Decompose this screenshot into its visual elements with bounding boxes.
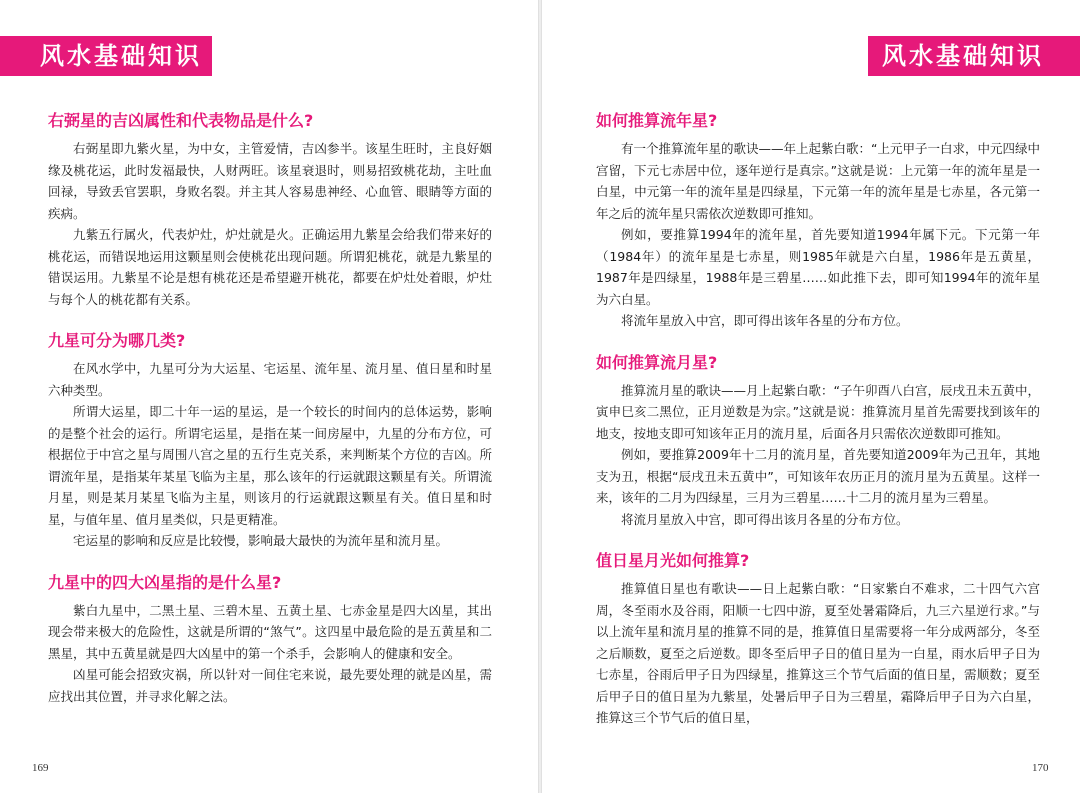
section-nine-star-types [48,328,492,552]
left-page [0,0,538,793]
paragraph: 宅运星的影响和反应是比较慢，影响最大最快的为流年星和流月星。 [73,533,449,548]
right-header-banner: 风水基础知识 [868,36,1080,76]
section-monthly-star [596,350,1040,531]
paragraph: 右弼星即九紫火星，为中女，主管爱情，吉凶参半。该星生旺时，主良好姻缘及桃花运，此时发福最快，人财两旺。该星衰退时，则易招致桃花劫，主吐血回禄，导致丢官罢职，身败名裂。并主其人容易患神经、心血管、眼睛等方面的疾病。 [48,141,492,221]
section-title: 右弼星的吉凶属性和代表物品是什么? [48,111,314,130]
section-daily-star [596,548,1040,729]
section-title: 如何推算流年星? [596,111,718,130]
section-youbi-star [48,108,492,310]
page-number: 169 [32,762,49,774]
section-title: 值日星月光如何推算? [596,551,750,570]
paragraph: 所谓大运星，即二十年一运的星运，是一个较长的时间内的总体运势，影响的是整个社会的运行。所谓宅运星，是指在某一间房屋中，九星的分布方位，可根据位于中宫之星与周围八宫之星的五行生克关系，来判断某个方位的吉凶。所谓流年星，是指某年某星飞临为主星，那么该年的行运就跟这颗星有关。所谓流月星，则是某月某星飞临为主星，则该月的行运就跟这颗星有关。值日星和时星，与值年星、值月星类似，只是更精准。 [48,404,492,527]
paragraph: 有一个推算流年星的歌诀——年上起紫白歌：“上元甲子一白求，中元四绿中宫留，下元七赤居中位，逐年逆行是真宗。”这就是说：上元第一年的流年星是一白星，中元第一年的流年星是四绿星，下元第一年的流年星是七赤星，各元第一年之后的流年星只需依次逆数即可推知。 [596,141,1040,221]
section-yearly-star [596,108,1040,332]
section-title: 如何推算流月星? [596,352,718,372]
paragraph: 紫白九星中，二黑土星、三碧木星、五黄土星、七赤金星是四大凶星，其出现会带来极大的危险性，这就是所谓的“煞气”。这四星中最危险的是五黄星和二黑星，其中五黄星就是四大凶星中的第一个杀手，会影响人的健康和安全。 [48,602,492,661]
paragraph: 九紫五行属火，代表炉灶，炉灶就是火。正确运用九紫星会给我们带来好的桃花运，而错误地运用这颗星则会使桃花出现问题。所谓犯桃花，就是九紫星的错误运用。九紫星不论是想有桃花还是希望避开桃花，都要在炉灶处着眼，炉灶与每个人的桃花都有关系。 [48,227,492,307]
section-four-evil-stars [48,570,492,708]
section-title: 九星中的四大凶星指的是什么星? [48,572,282,592]
paragraph: 凶星可能会招致灾祸，所以针对一间住宅来说，最先要处理的就是凶星，需应找出其位置，并寻求化解之法。 [48,667,492,704]
paragraph: 将流月星放入中宫，即可得出该月各星的分布方位。 [621,511,909,527]
right-page-content [596,108,1040,747]
section-title: 九星可分为哪几类? [48,331,186,350]
paragraph: 推算值日星也有歌诀——日上起紫白歌：“日家紫白不难求，二十四气六宫周，冬至雨水及谷雨，阳顺一七四中游，夏至处暑霜降后，九三六星逆行求。”与以上流年星和流月星的推算不同的是，推算值日星需要将一年分成两部分，冬至之后顺数，夏至之后逆数。即冬至后甲子日的值日星为一白星，雨水后甲子日为七赤星，谷雨后甲子日为四绿星，推算这三个节气后面的值日星，需顺数；夏至后甲子日的值日星为九紫星，处暑后甲子日为三碧星，霜降后甲子日为六白星，推算这三个节气后的值日星， [596,581,1040,725]
paragraph: 例如，要推算1994年的流年星，首先要知道1994年属下元。下元第一年（1984年）的流年星是七赤星，则1985年就是六白星，1986年是五黄星，1987年是四绿星，1988年是三碧星……如此推下去，即可知1994年的流年星为六白星。 [596,227,1040,307]
paragraph: 将流年星放入中宫，即可得出该年各星的分布方位。 [621,313,909,328]
paragraph: 推算流月星的歌诀——月上起紫白歌：“子午卯酉八白宫，辰戌丑未五黄中，寅申巳亥二黑位，正月逆数是为宗。”这就是说：推算流月星首先需要找到该年的地支，按地支即可知该年正月的流月星，后面各月只需依次逆数即可推知。 [596,382,1040,441]
paragraph: 在风水学中，九星可分为大运星、宅运星、流年星、流月星、值日星和时星六种类型。 [48,361,492,398]
left-header-banner: 风水基础知识 [0,36,212,76]
right-page [542,0,1080,793]
page-number: 170 [1032,762,1049,774]
paragraph: 例如，要推算2009年十二月的流月星，首先要知道2009年为己丑年，其地支为丑，根据“辰戌丑未五黄中”，可知该年农历正月的流月星为五黄星。这样一来，该年的二月为四绿星，三月为三碧星……十二月的流月星为三碧星。 [596,447,1040,505]
left-page-content [48,108,492,725]
